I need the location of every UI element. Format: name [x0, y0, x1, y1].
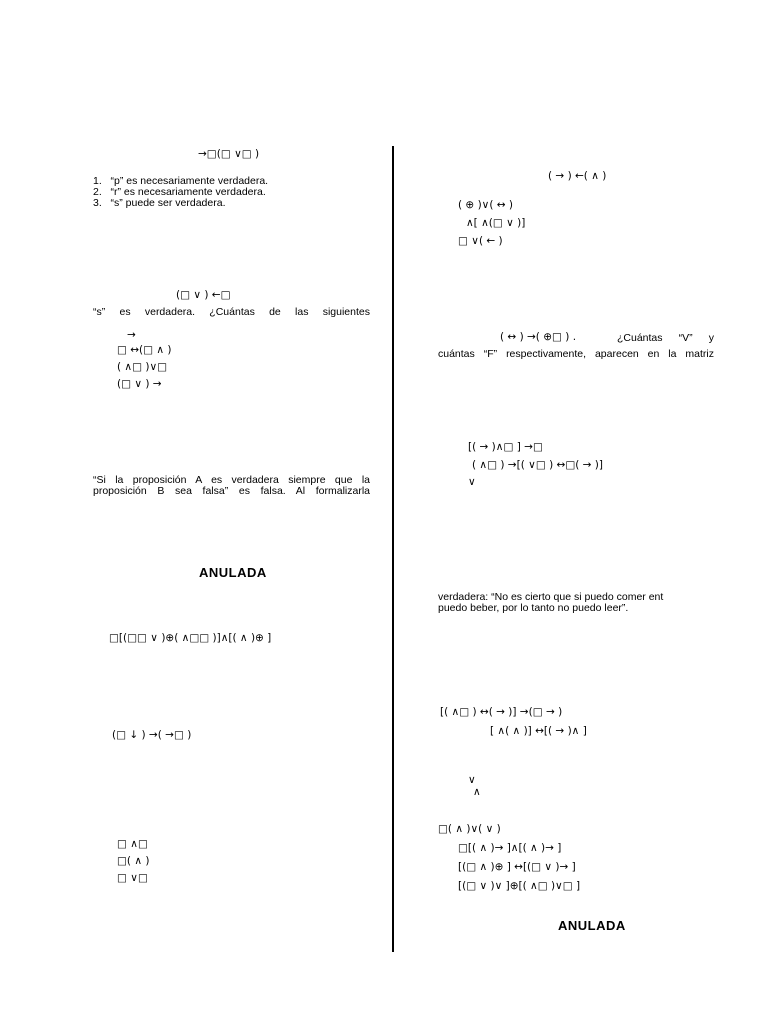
question-text: “Si la proposición A es verdadera siempre que la	[93, 474, 370, 486]
question-text: cuántas “F” respectivamente, aparecen en la matriz	[438, 348, 714, 360]
formula-option: [(□ ∨ )∨ ]⊕[( ∧□ )∨□ ]	[458, 880, 581, 892]
annulled-label: ANULADA	[558, 918, 626, 933]
formula: [ ∧( ∧ )] ↔[( → )∧ ]	[490, 725, 587, 737]
formula: □( ∧ )∨( ∨ )	[438, 823, 501, 835]
question-text: proposición B sea falsa” es falsa. Al formalizarla	[93, 485, 370, 497]
formula: ( ↔ ) →( ⊕□ ) .	[500, 331, 577, 343]
formula: [( → )∧□ ] →□	[468, 441, 543, 453]
formula: ( → ) ←( ∧ )	[548, 170, 607, 182]
formula: ( ∧□ )∨□	[117, 361, 168, 373]
question-text: ¿Cuántas “V” y	[617, 332, 714, 344]
question-text: puedo beber, por lo tanto no puedo leer”.	[438, 602, 629, 614]
formula: ( ⊕ )∨( ↔ )	[458, 199, 514, 211]
formula: (□ ∨ ) ←□	[176, 289, 231, 301]
formula: □ ∨( ← )	[458, 235, 503, 247]
formula: →	[127, 329, 136, 341]
formula-option: □ ∧□	[117, 838, 148, 850]
formula: ∨	[468, 774, 476, 786]
annulled-label: ANULADA	[199, 565, 267, 580]
formula-premise: →□(□ ∨□ )	[198, 148, 260, 160]
formula: □[(□□ ∨ )⊕( ∧□□ )]∧[( ∧ )⊕ ]	[109, 632, 272, 644]
formula-option: □[( ∧ )→ ]∧[( ∧ )→ ]	[458, 842, 562, 854]
formula-option: □( ∧ )	[117, 855, 150, 867]
question-text: “s” es verdadera. ¿Cuántas de las siguientes	[93, 306, 370, 318]
formula: □ ↔(□ ∧ )	[117, 344, 172, 356]
formula: (□ ↓ ) →( →□ )	[112, 729, 192, 741]
formula: [( ∧□ ) ↔( → )] →(□ → )	[440, 706, 563, 718]
list-item: 1. “p” es necesariamente verdadera.	[93, 175, 269, 187]
list-item: 2. “r” es necesariamente verdadera.	[93, 186, 266, 198]
formula-option: [(□ ∧ )⊕ ] ↔[(□ ∨ )→ ]	[458, 861, 576, 873]
formula: ( ∧□ ) →[( ∨□ ) ↔□( → )]	[472, 459, 603, 471]
formula: ∧	[473, 786, 481, 798]
column-divider	[392, 146, 394, 952]
formula-option: □ ∨□	[117, 872, 148, 884]
formula: ∨	[468, 476, 476, 488]
formula: ∧[ ∧(□ ∨ )]	[466, 217, 526, 229]
list-item: 3. “s” puede ser verdadera.	[93, 197, 226, 209]
formula: (□ ∨ ) →	[117, 378, 162, 390]
question-text: verdadera: “No es cierto que si puedo comer ent	[438, 591, 664, 603]
